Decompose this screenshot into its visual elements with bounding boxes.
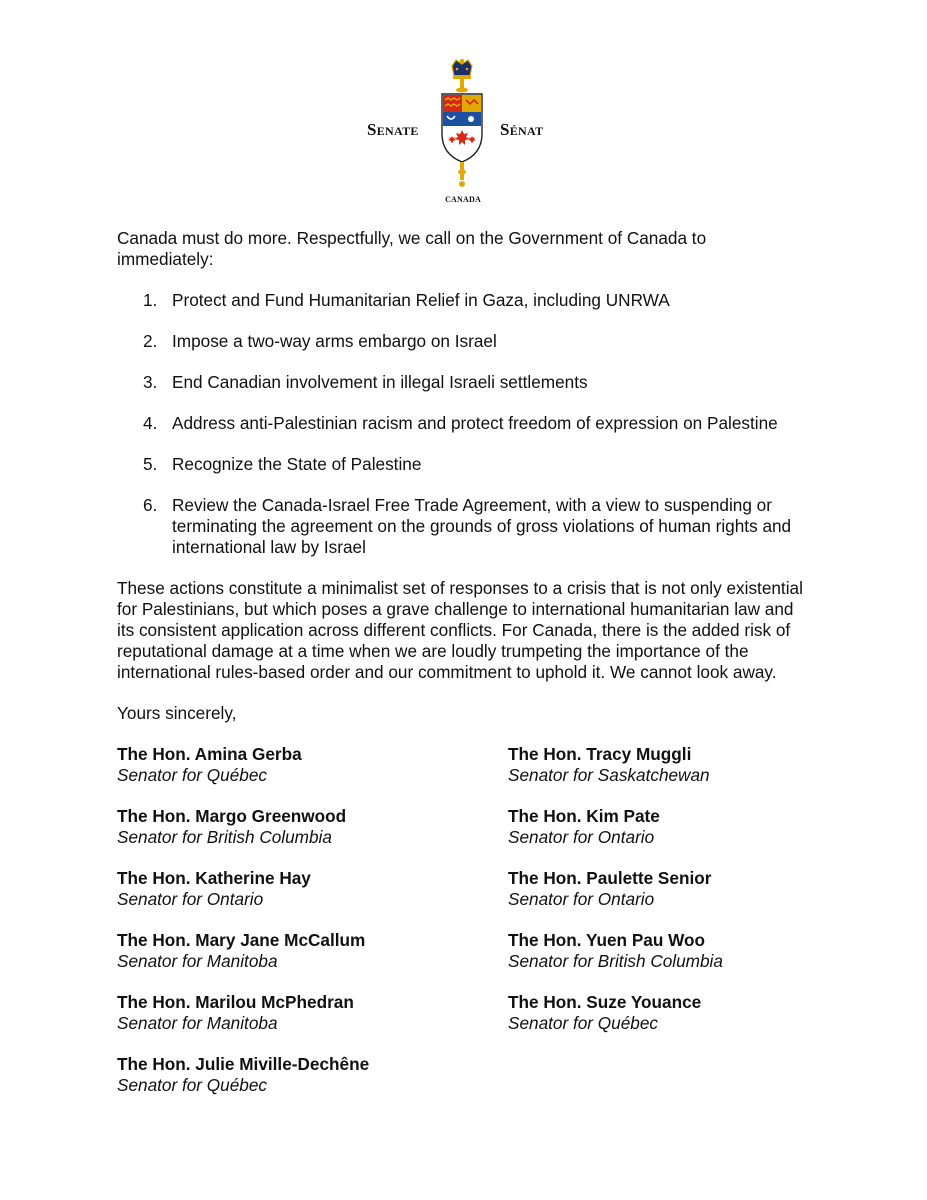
signatory-name: The Hon. Kim Pate — [508, 806, 660, 826]
signatory-name: The Hon. Suze Youance — [508, 992, 702, 1012]
signatory-name: The Hon. Tracy Muggli — [508, 744, 692, 764]
signatory-role: Senator for Québec — [508, 1013, 659, 1033]
shield-icon — [442, 94, 482, 162]
signatory-name: The Hon. Katherine Hay — [117, 868, 311, 888]
list-item-number: 3. — [143, 372, 158, 392]
intro-paragraph: Canada must do more. Respectfully, we call on the Government of Canada to immediately: — [117, 228, 707, 269]
list-item-text: Protect and Fund Humanitarian Relief in Gaza, including UNRWA — [172, 290, 670, 310]
signatory-role: Senator for Ontario — [508, 827, 655, 847]
signatory — [508, 806, 808, 848]
letterhead-english: Senate — [367, 120, 419, 139]
demands-list — [117, 290, 807, 558]
signatory-role: Senator for British Columbia — [117, 827, 332, 847]
signatory-name: The Hon. Mary Jane McCallum — [117, 930, 366, 950]
list-item-text: Recognize the State of Palestine — [172, 454, 422, 474]
letterhead-country: CANADA — [445, 195, 481, 204]
list-item — [117, 495, 802, 558]
signatory — [117, 992, 508, 1034]
signatory-name: The Hon. Paulette Senior — [508, 868, 712, 888]
list-item-number: 4. — [143, 413, 158, 433]
list-item-text: Impose a two-way arms embargo on Israel — [172, 331, 497, 351]
list-item — [117, 413, 802, 434]
signatory — [508, 930, 808, 972]
list-item-number: 6. — [143, 495, 158, 515]
list-item-text: Review the Canada-Israel Free Trade Agreement, with a view to suspending or terminating the agreement on the grounds of gross violations of human rights and international law by Israel — [172, 495, 792, 557]
signatory-name: The Hon. Margo Greenwood — [117, 806, 347, 826]
signatory — [508, 992, 808, 1034]
signoff: Yours sincerely, — [117, 703, 237, 723]
list-item-text: Address anti-Palestinian racism and protect freedom of expression on Palestine — [172, 413, 778, 433]
list-item-number: 2. — [143, 331, 158, 351]
signatory-name: The Hon. Julie Miville-Dechêne — [117, 1054, 370, 1074]
signatory — [117, 930, 508, 972]
list-item — [117, 290, 802, 311]
letterhead-french: Sénat — [500, 120, 544, 139]
list-item — [117, 331, 802, 352]
signatory — [117, 1054, 508, 1096]
signature-block — [117, 744, 807, 1096]
signatory-role: Senator for Manitoba — [117, 1013, 278, 1033]
signatory-role: Senator for Ontario — [508, 889, 655, 909]
letterhead — [0, 56, 927, 208]
signatory-role: Senator for British Columbia — [508, 951, 723, 971]
signatory — [117, 868, 508, 910]
signatory-name: The Hon. Amina Gerba — [117, 744, 302, 764]
signatory-role: Senator for Manitoba — [117, 951, 278, 971]
signatory — [117, 806, 508, 848]
signatory-role: Senator for Québec — [117, 1075, 268, 1095]
senate-crest-logo — [436, 56, 488, 196]
list-item-number: 5. — [143, 454, 158, 474]
signatory — [508, 868, 808, 910]
list-item-number: 1. — [143, 290, 158, 310]
signatory-name: The Hon. Yuen Pau Woo — [508, 930, 706, 950]
signatory-role: Senator for Québec — [117, 765, 268, 785]
signatory — [508, 744, 808, 786]
list-item — [117, 372, 802, 393]
signatory-role: Senator for Saskatchewan — [508, 765, 710, 785]
closing-paragraph: These actions constitute a minimalist set of responses to a crisis that is not only existential for Palestinians, but which poses a grave challenge to international humanitarian law and its consistent application across different conflicts. For Canada, there is the added risk of reputational damage at a time when we are loudly trumpeting the importance of the international rules-based order and our commitment to uphold it. We cannot look away. — [117, 578, 803, 682]
letter-body — [117, 228, 807, 1096]
signatory-name: The Hon. Marilou McPhedran — [117, 992, 354, 1012]
signatory — [117, 744, 508, 786]
list-item — [117, 454, 802, 475]
crown-icon — [452, 59, 472, 79]
signatory-role: Senator for Ontario — [117, 889, 264, 909]
list-item-text: End Canadian involvement in illegal Israeli settlements — [172, 372, 588, 392]
